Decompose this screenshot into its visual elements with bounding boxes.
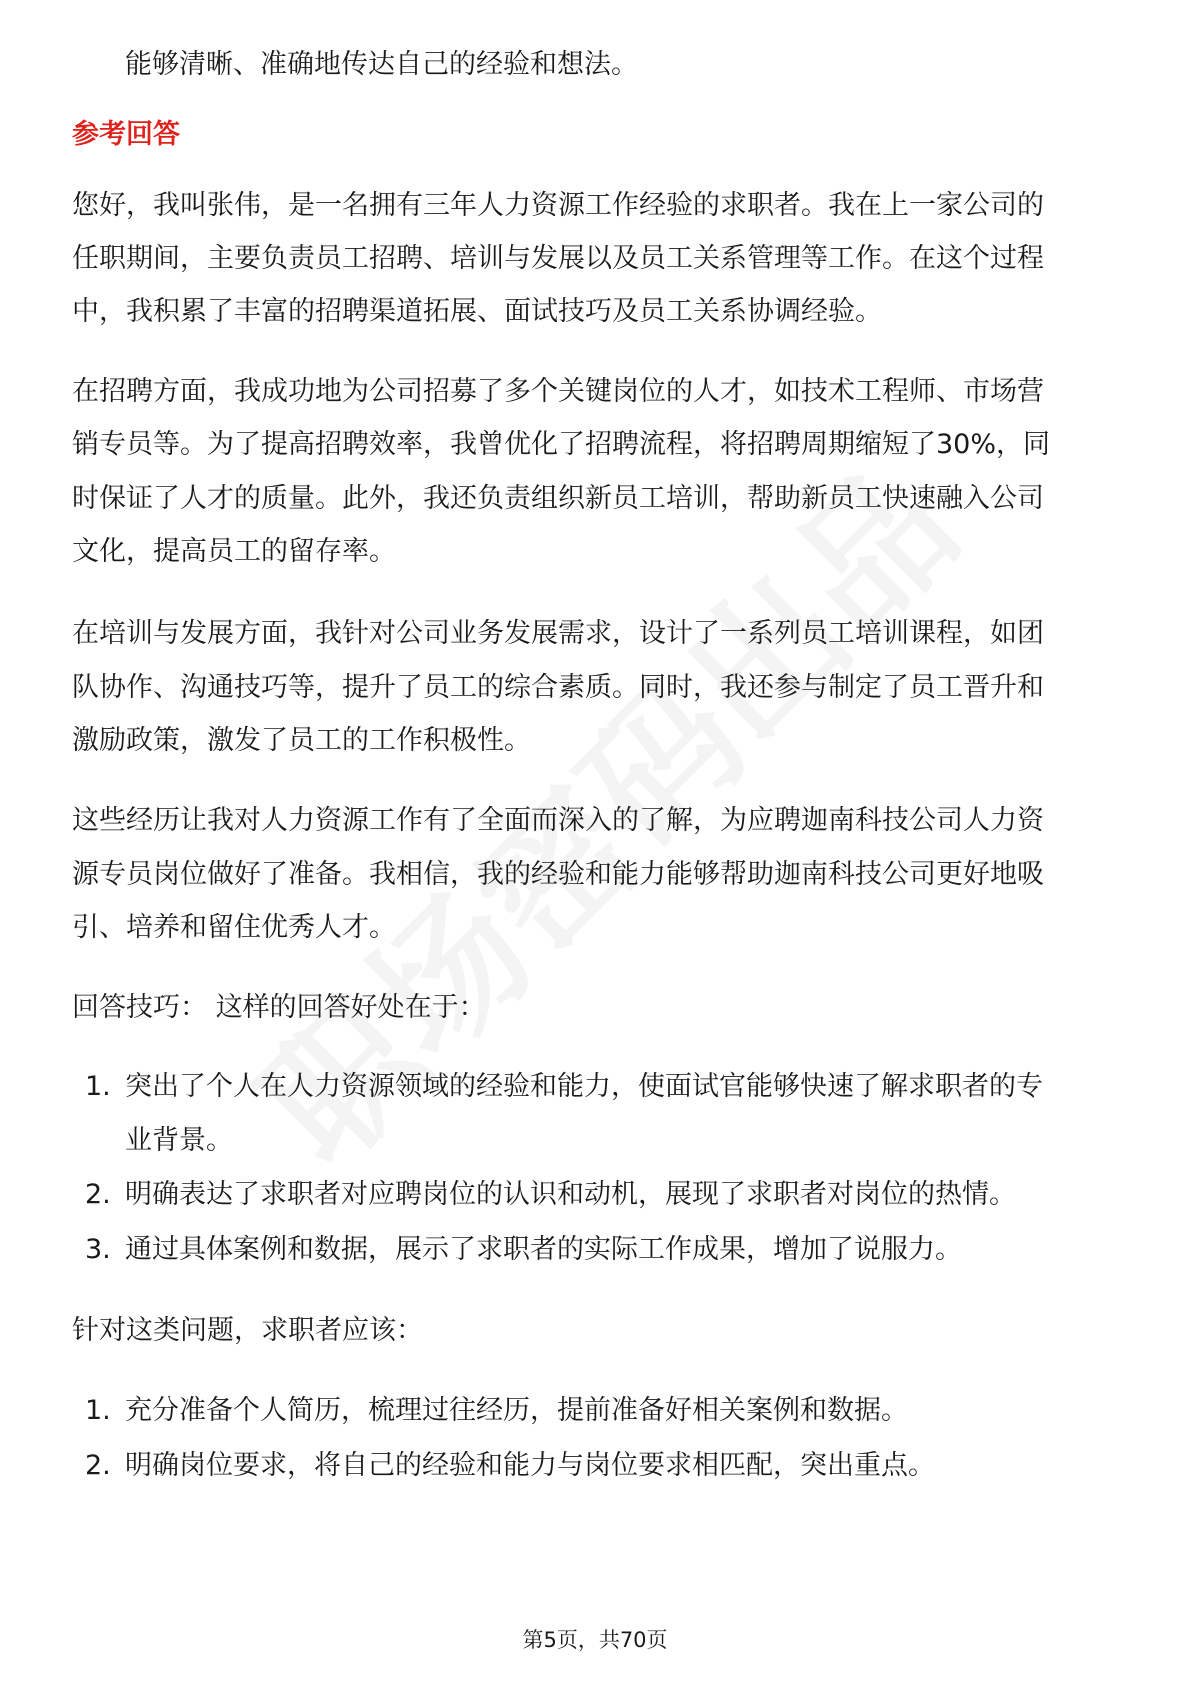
- paragraph2-line: 销专员等。为了提高招聘效率，我曾优化了招聘流程，将招聘周期缩短了30%，同: [72, 429, 1051, 460]
- paragraph4-line: 源专员岗位做好了准备。我相信，我的经验和能力能够帮助迦南科技公司更好地吸: [72, 859, 1044, 890]
- paragraph4-line: 这些经历让我对人力资源工作有了全面而深入的了解，为应聘迦南科技公司人力资: [72, 805, 1044, 836]
- section-heading: 参考回答: [72, 119, 180, 150]
- list-item-text: 充分准备个人简历，梳理过往经历，提前准备好相关案例和数据。: [125, 1395, 908, 1426]
- paragraph3-line: 在培训与发展方面，我针对公司业务发展需求，设计了一系列员工培训课程，如团: [72, 618, 1044, 649]
- paragraph1-line: 中，我积累了丰富的招聘渠道拓展、面试技巧及员工关系协调经验。: [72, 296, 882, 327]
- list-item-text: 通过具体案例和数据，展示了求职者的实际工作成果，增加了说服力。: [125, 1234, 962, 1265]
- paragraph3-line: 队协作、沟通技巧等，提升了员工的综合素质。同时，我还参与制定了员工晋升和: [72, 672, 1044, 703]
- list-number: 3.: [85, 1234, 111, 1265]
- tips-heading: 回答技巧： 这样的回答好处在于：: [72, 992, 486, 1023]
- list-item-text: 明确表达了求职者对应聘岗位的认识和动机，展现了求职者对岗位的热情。: [125, 1179, 1016, 1210]
- page-footer: 第5页，共70页: [522, 1628, 668, 1652]
- paragraph2-line: 在招聘方面，我成功地为公司招募了多个关键岗位的人才，如技术工程师、市场营: [72, 376, 1044, 407]
- list-number: 2.: [85, 1450, 111, 1481]
- list-number: 1.: [85, 1071, 111, 1102]
- list-item-text: 业背景。: [125, 1125, 233, 1156]
- paragraph1-line: 任职期间，主要负责员工招聘、培训与发展以及员工关系管理等工作。在这个过程: [72, 243, 1044, 274]
- list-item-text: 突出了个人在人力资源领域的经验和能力，使面试官能够快速了解求职者的专: [125, 1071, 1043, 1102]
- advice-heading: 针对这类问题，求职者应该：: [72, 1315, 423, 1346]
- paragraph2-line: 文化，提高员工的留存率。: [72, 536, 396, 567]
- list-number: 2.: [85, 1179, 111, 1210]
- paragraph2-line: 时保证了人才的质量。此外，我还负责组织新员工培训，帮助新员工快速融入公司: [72, 483, 1044, 514]
- paragraph4-line: 引、培养和留住优秀人才。: [72, 912, 396, 943]
- paragraph3-line: 激励政策，激发了员工的工作积极性。: [72, 725, 531, 756]
- list-number: 1.: [85, 1395, 111, 1426]
- intro-tail-text: 能够清晰、准确地传达自己的经验和想法。: [125, 49, 638, 80]
- paragraph1-line: 您好，我叫张伟，是一名拥有三年人力资源工作经验的求职者。我在上一家公司的: [72, 190, 1044, 221]
- list-item-text: 明确岗位要求，将自己的经验和能力与岗位要求相匹配，突出重点。: [125, 1450, 935, 1481]
